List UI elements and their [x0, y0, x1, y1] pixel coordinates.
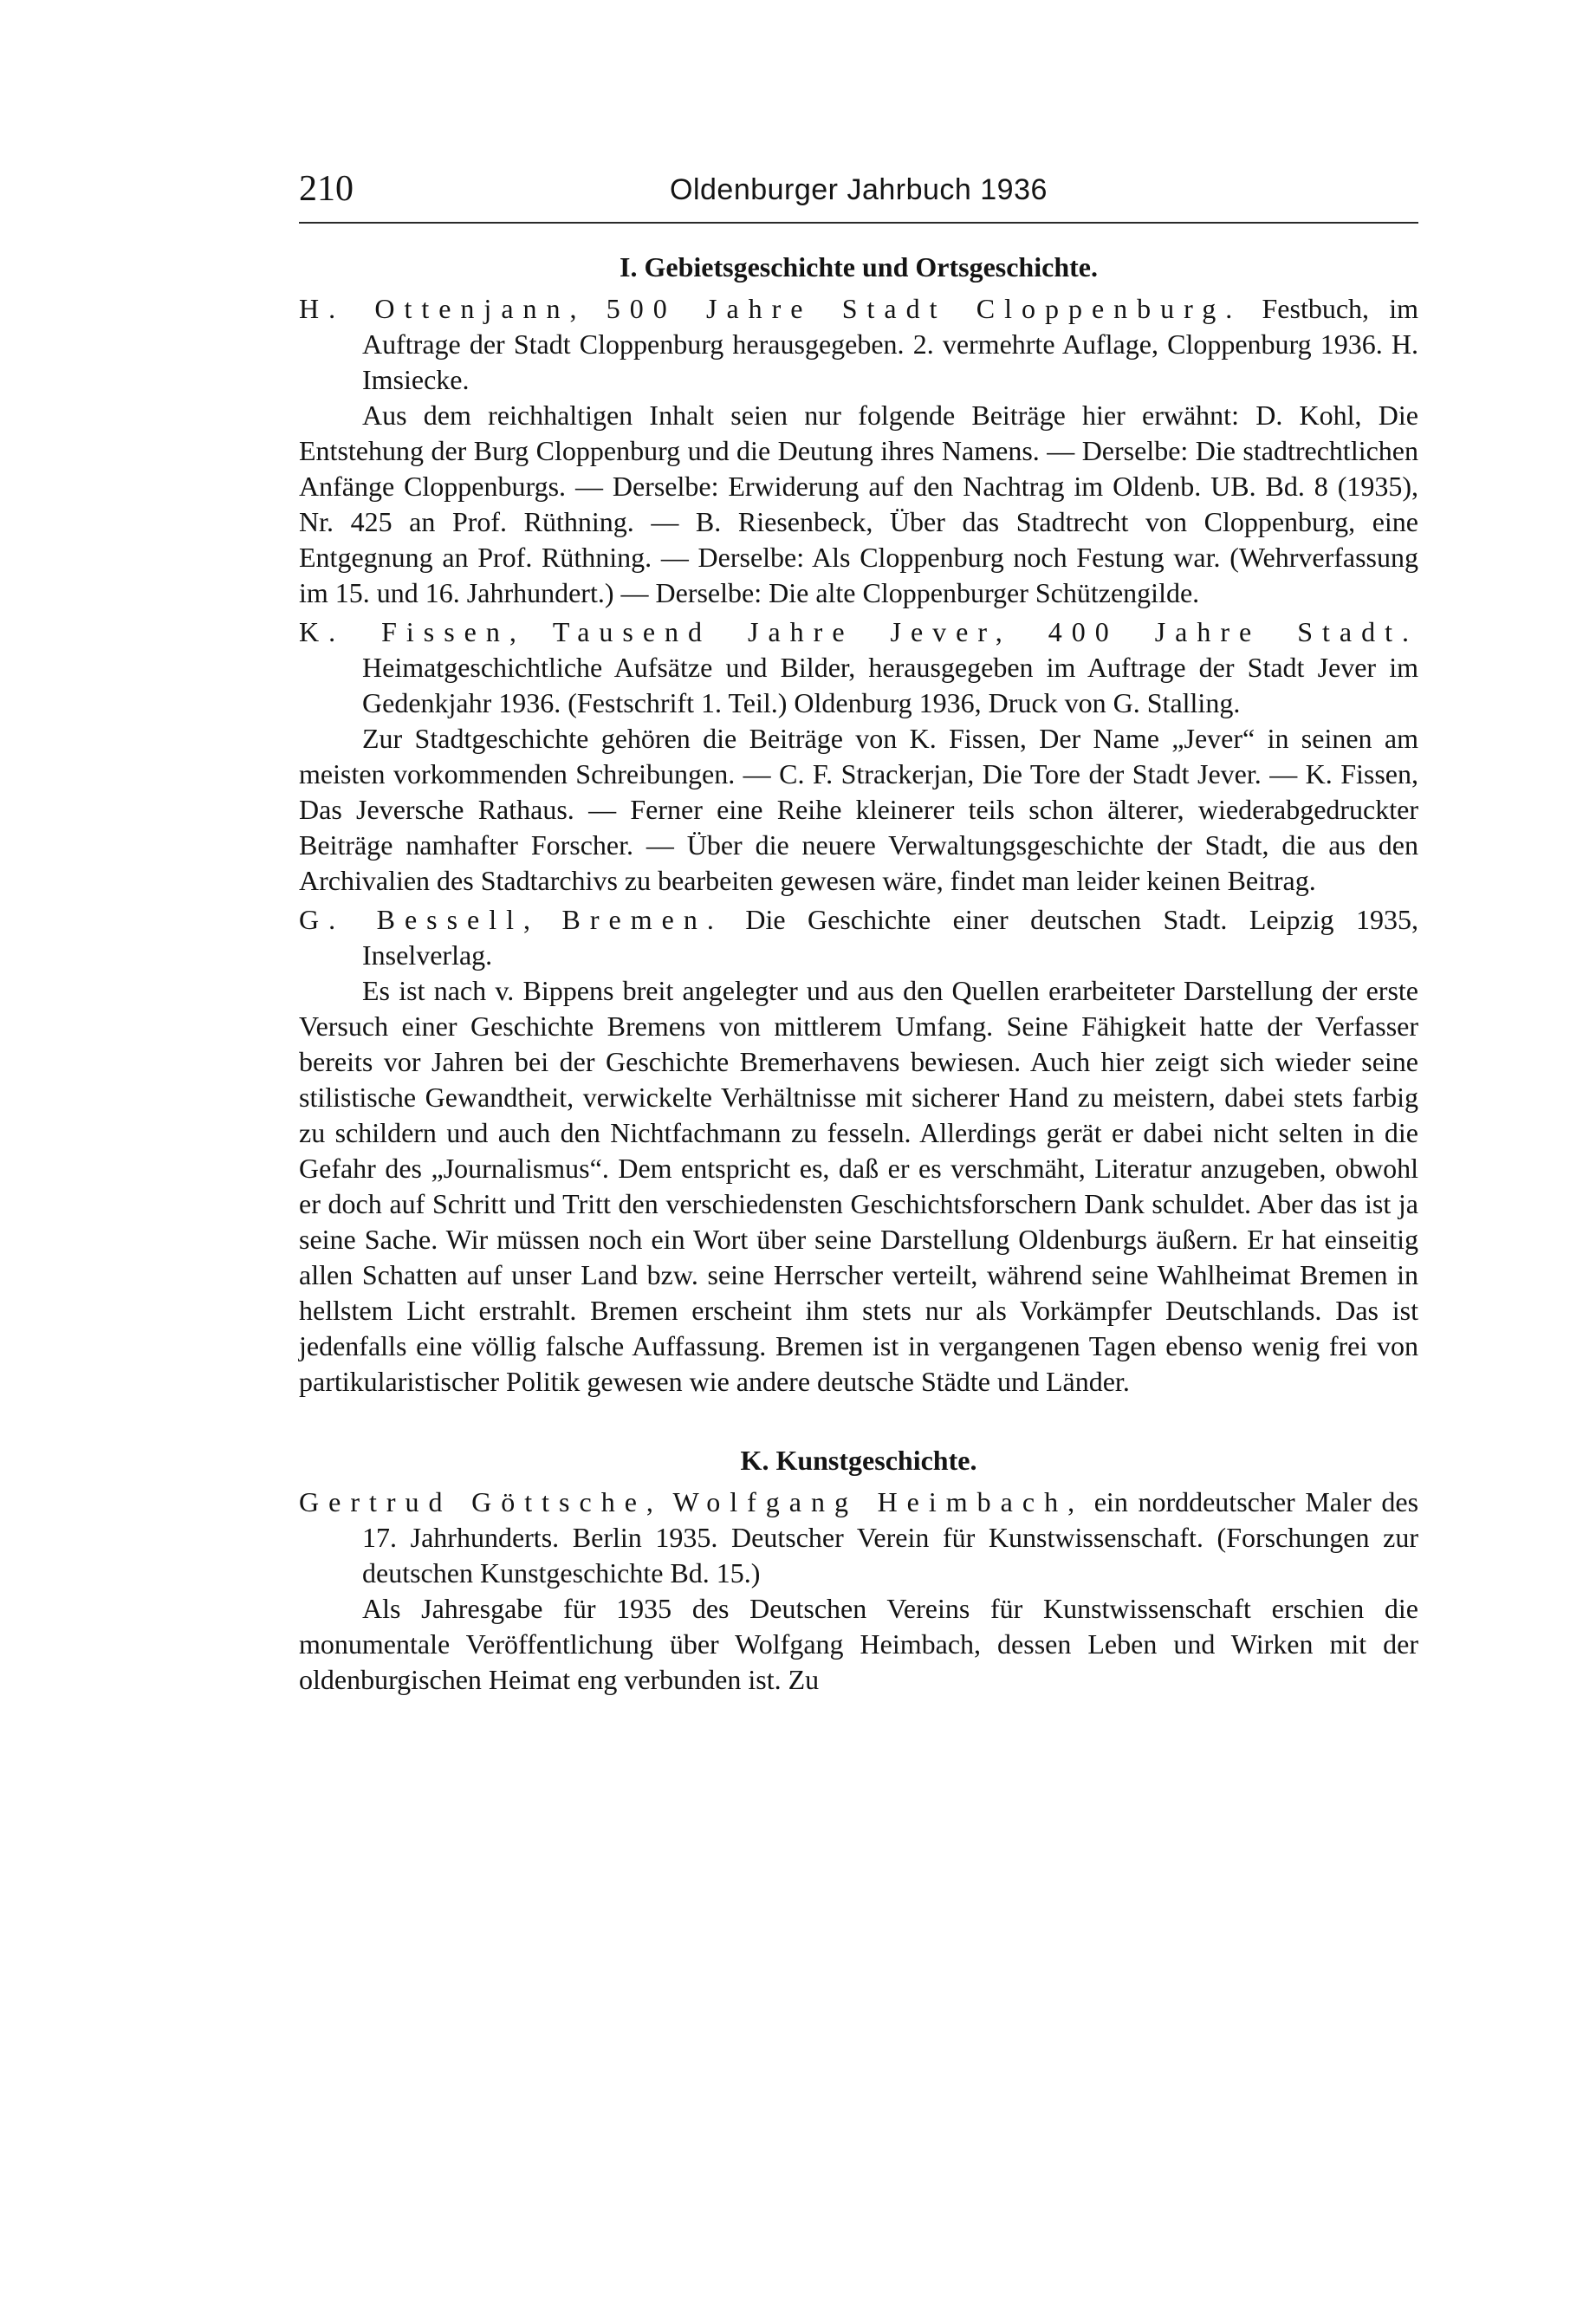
running-title: Oldenburger Jahrbuch 1936	[670, 173, 1048, 206]
section-heading-gebietsgeschichte: I. Gebietsgeschichte und Ortsgeschichte.	[620, 251, 1098, 283]
page-number: 210	[299, 169, 354, 209]
bibliography-entry	[299, 614, 1418, 721]
entry-review: Zur Stadtgeschichte gehören die Beiträge von K. Fissen, Der Name „Jever“ in seinen am meisten vorkommenden Schreibungen. — C. F. Strackerjan, Die Tore der Stadt Jever. — K. Fissen, Das Jeversche Rathaus. — Ferner eine Reihe kleinerer teils schon älterer, wiederabgedruckter Beiträge namhafter Forscher. — Über die neuere Verwaltungsgeschichte der Stadt, die aus den Archivalien des Stadtarchivs zu bearbeiten gewesen wäre, findet man leider keinen Beitrag.	[299, 723, 1418, 896]
entry-details: Heimatgeschichtliche Aufsätze und Bilder, herausgegeben im Auftrage der Stadt Jever im Gedenkjahr 1936. (Festschrift 1. Teil.) Oldenburg 1936, Druck von G. Stalling.	[362, 652, 1418, 718]
section-heading-kunstgeschichte: K. Kunstgeschichte.	[740, 1445, 977, 1476]
entry-title: Wolfgang Heimbach,	[672, 1486, 1085, 1517]
entry-author: Gertrud Göttsche,	[299, 1486, 663, 1517]
entry-title: Bremen.	[561, 904, 723, 935]
entry-author: K. Fissen,	[299, 616, 526, 647]
bibliography-entry	[299, 1485, 1418, 1591]
entry-details: ein norddeutscher Maler des 17. Jahrhunderts. Berlin 1935. Deutscher Verein für Kunstwissenschaft. (Forschungen zur deutschen Kunstgeschichte Bd. 15.)	[362, 1486, 1419, 1589]
bibliography-entry	[299, 291, 1418, 398]
bibliography-entry	[299, 902, 1418, 973]
entry-title: 500 Jahre Stadt Cloppenburg.	[606, 293, 1242, 324]
entry-review: Es ist nach v. Bippens breit angelegter und aus den Quellen erarbeiteter Darstellung der erste Versuch einer Geschichte Bremens von mittlerem Umfang. Seine Fähigkeit hatte der Verfasser bereits vor Jahren bei der Geschichte Bremerhavens bewiesen. Auch hier zeigt sich wieder seine stilistische Gewandtheit, verwickelte Verhältnisse mit sicherer Hand zu meistern, dabei stets farbig zu schildern und auch den Nichtfachmann zu fesseln. Allerdings gerät er dabei nicht selten in die Gefahr des „Journalismus“. Dem entspricht es, daß er es verschmäht, Literatur anzugeben, obwohl er doch auf Schritt und Tritt den verschiedensten Geschichtsforschern Dank schuldet. Aber das ist ja seine Sache. Wir müssen noch ein Wort über seine Darstellung Oldenburgs äußern. Er hat einseitig allen Schatten auf unser Land bzw. seine Herrscher verteilt, während seine Wahlheimat Bremen in hellstem Licht erstrahlt. Bremen erscheint ihm stets nur als Vorkämpfer Deutschlands. Das ist jedenfalls eine völlig falsche Auffassung. Bremen ist in vergangenen Tagen ebenso wenig frei von partikularistischer Politik gewesen wie andere deutsche Städte und Länder.	[299, 975, 1418, 1397]
entry-author: G. Bessell,	[299, 904, 541, 935]
entry-details: Die Geschichte einer deutschen Stadt. Leipzig 1935, Inselverlag.	[362, 904, 1419, 971]
entry-author: H. Ottenjann,	[299, 293, 587, 324]
document-page	[299, 165, 1418, 1698]
entry-review: Aus dem reichhaltigen Inhalt seien nur folgende Beiträge hier erwähnt: D. Kohl, Die Entstehung der Burg Cloppenburg und die Deutung ihres Namens. — Derselbe: Die stadtrechtlichen Anfänge Cloppenburgs. — Derselbe: Erwiderung auf den Nachtrag im Oldenb. UB. Bd. 8 (1935), Nr. 425 an Prof. Rüthning. — B. Riesenbeck, Über das Stadtrecht von Cloppenburg, eine Entgegnung an Prof. Rüthning. — Derselbe: Als Cloppenburg noch Festung war. (Wehrverfassung im 15. und 16. Jahrhundert.) — Derselbe: Die alte Cloppenburger Schützengilde.	[299, 400, 1418, 608]
entry-details: Festbuch, im Auftrage der Stadt Cloppenburg herausgegeben. 2. vermehrte Auflage, Cloppenburg 1936. H. Imsiecke.	[362, 293, 1419, 395]
entry-title: Tausend Jahre Jever, 400 Jahre Stadt.	[552, 616, 1419, 647]
entry-review: Als Jahresgabe für 1935 des Deutschen Vereins für Kunstwissenschaft erschien die monumentale Veröffentlichung über Wolfgang Heimbach, dessen Leben und Wirken mit der oldenburgischen Heimat eng verbunden ist. Zu	[299, 1593, 1418, 1695]
page-header	[299, 165, 1418, 224]
